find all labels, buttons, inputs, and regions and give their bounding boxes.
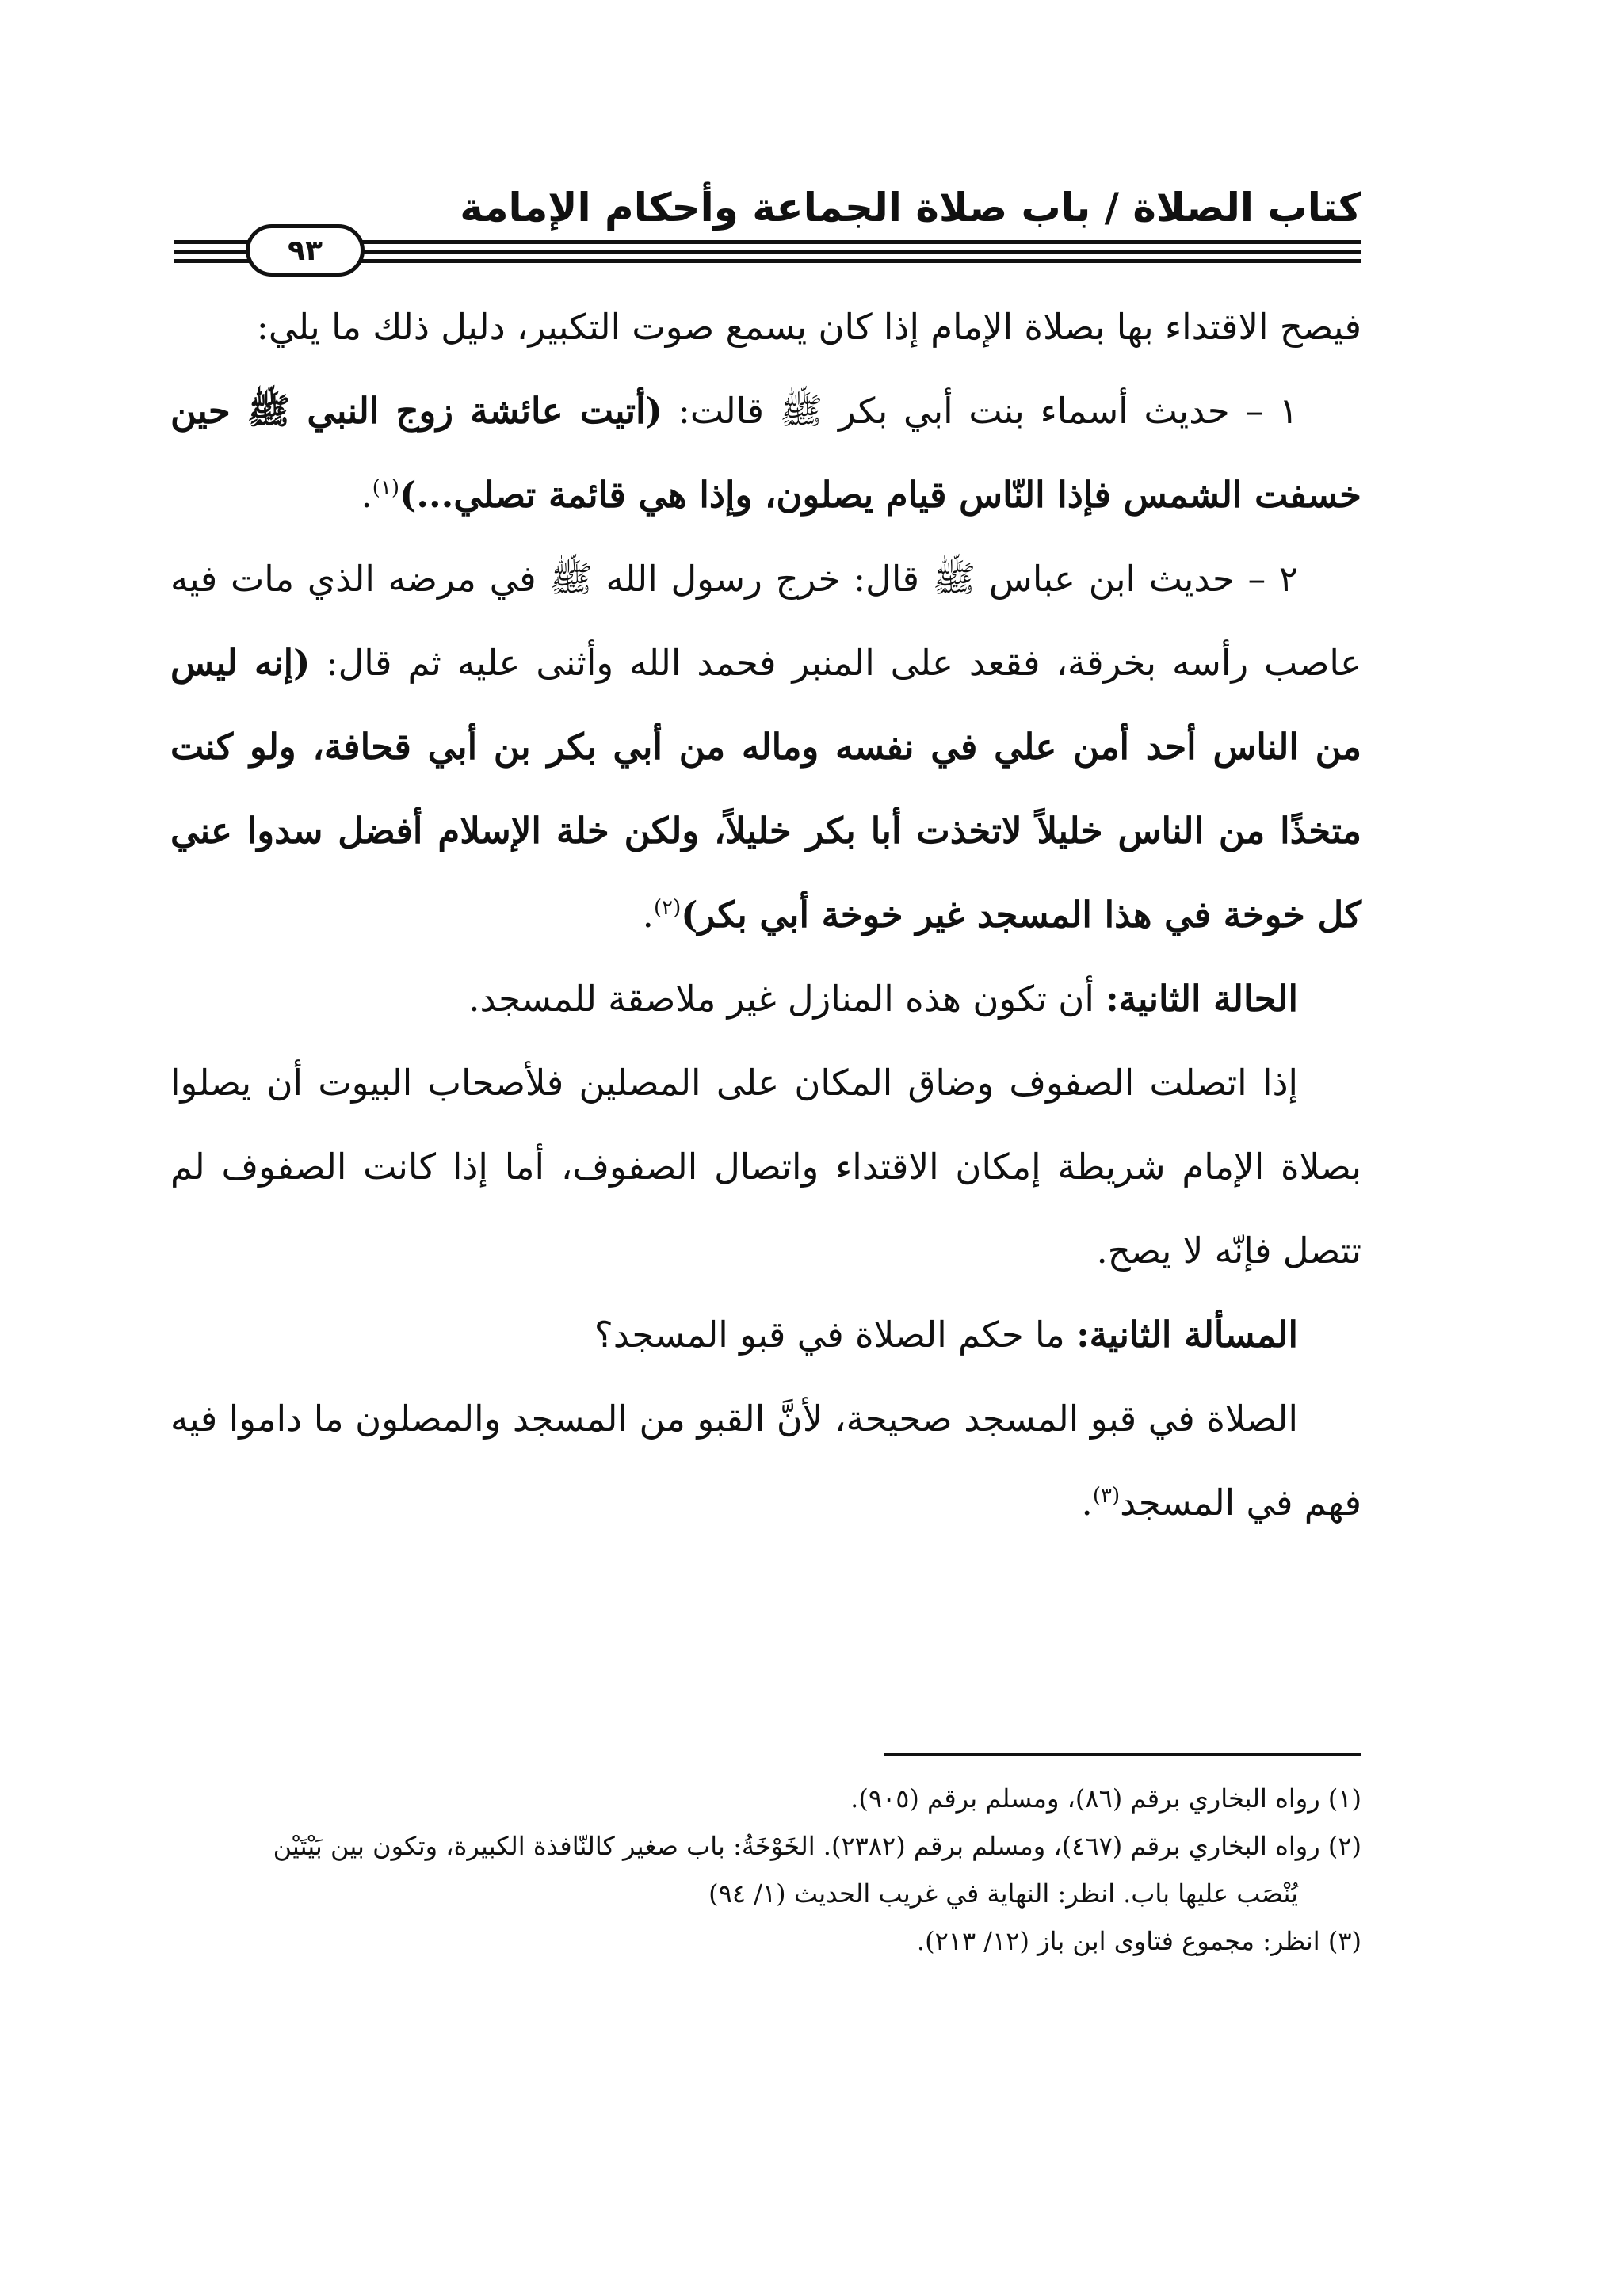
paragraph-text: فيصح الاقتداء بها بصلاة الإمام إذا كان يسمع صوت التكبير، دليل ذلك ما يلي: bbox=[256, 306, 1361, 348]
section-label: المسألة الثانية: bbox=[1076, 1314, 1298, 1356]
paragraph-text: ٢ – حديث ابن عباس ﷺ قال: خرج رسول الله ﷺ في مرضه الذي مات فيه عاصب رأسه بخرقة، فقعد على المنبر فحمد الله وأثنى عليه ثم قال: bbox=[170, 558, 1361, 684]
paragraph-text: أن تكون هذه المنازل غير ملاصقة للمسجد. bbox=[468, 978, 1106, 1020]
paragraph-end: . bbox=[642, 894, 654, 936]
section-label: الحالة الثانية: bbox=[1106, 978, 1298, 1020]
paragraph-text: ١ – حديث أسماء بنت أبي بكر ﷺ قالت: bbox=[662, 390, 1298, 432]
paragraph bbox=[170, 285, 1361, 369]
paragraph-text: ما حكم الصلاة في قبو المسجد؟ bbox=[594, 1314, 1077, 1356]
main-text bbox=[170, 285, 1361, 1545]
second-case-paragraph bbox=[170, 957, 1361, 1041]
footnote-ref-3[interactable]: (٣) bbox=[1092, 1484, 1121, 1508]
second-question-paragraph bbox=[170, 1293, 1361, 1377]
paragraph bbox=[170, 1377, 1361, 1545]
footnote-separator bbox=[884, 1753, 1361, 1756]
footnote-2-continued: يُنْصَب عليها باب. انظر: النهاية في غريب الحديث (١/ ٩٤) bbox=[708, 1878, 1298, 1909]
paragraph-end: . bbox=[361, 474, 372, 516]
hadith-ibn-abbas-paragraph bbox=[170, 537, 1361, 957]
footnote-3: (٣) انظر: مجموع فتاوى ابن باز (١٢/ ٢١٣). bbox=[916, 1926, 1361, 1956]
paragraph bbox=[170, 1041, 1361, 1293]
footnote-2: (٢) رواه البخاري برقم (٤٦٧)، ومسلم برقم (٢٣٨٢). الخَوْخَةُ: باب صغير كالنّافذة الكبيرة، وتكون بين بَيْتَيْن bbox=[273, 1831, 1361, 1861]
footnote-1: (١) رواه البخاري برقم (٨٦)، ومسلم برقم (٩٠٥). bbox=[850, 1783, 1361, 1814]
footnotes bbox=[170, 1775, 1361, 1965]
hadith-asma-paragraph bbox=[170, 369, 1361, 537]
paragraph-end: . bbox=[1081, 1482, 1093, 1524]
paragraph-text: الصلاة في قبو المسجد صحيحة، لأنَّ القبو من المسجد والمصلون ما داموا فيه فهم في المسجد bbox=[170, 1398, 1361, 1524]
page-number: ٩٣ bbox=[288, 234, 323, 267]
footnote-ref-1[interactable]: (١) bbox=[372, 476, 400, 500]
footnote-ref-2[interactable]: (٢) bbox=[653, 896, 682, 920]
hadith-quote: (إنه ليس من الناس أحد أمن علي في نفسه وماله من أبي بكر بن أبي قحافة، ولو كنت متخذًا من الناس خليلاً لاتخذت أبا بكر خليلاً، ولكن خلة الإسلام أفضل سدوا عني كل خوخة في هذا المسجد غير خوخة أبي بكر) bbox=[170, 642, 1361, 936]
page-number-badge bbox=[246, 224, 365, 277]
running-header-title: كتاب الصلاة / باب صلاة الجماعة وأحكام الإمامة bbox=[460, 185, 1361, 231]
hadith-quote: (أتيت عائشة زوج النبي ﷺ حين خسفت الشمس فإذا النّاس قيام يصلون، وإذا هي قائمة تصلي...) bbox=[170, 390, 1361, 516]
paragraph-text: إذا اتصلت الصفوف وضاق المكان على المصلين فلأصحاب البيوت أن يصلوا بصلاة الإمام شريطة إمكان الاقتداء واتصال الصفوف، أما إذا كانت الصفوف لم تتصل فإنّه لا يصح. bbox=[170, 1062, 1361, 1272]
